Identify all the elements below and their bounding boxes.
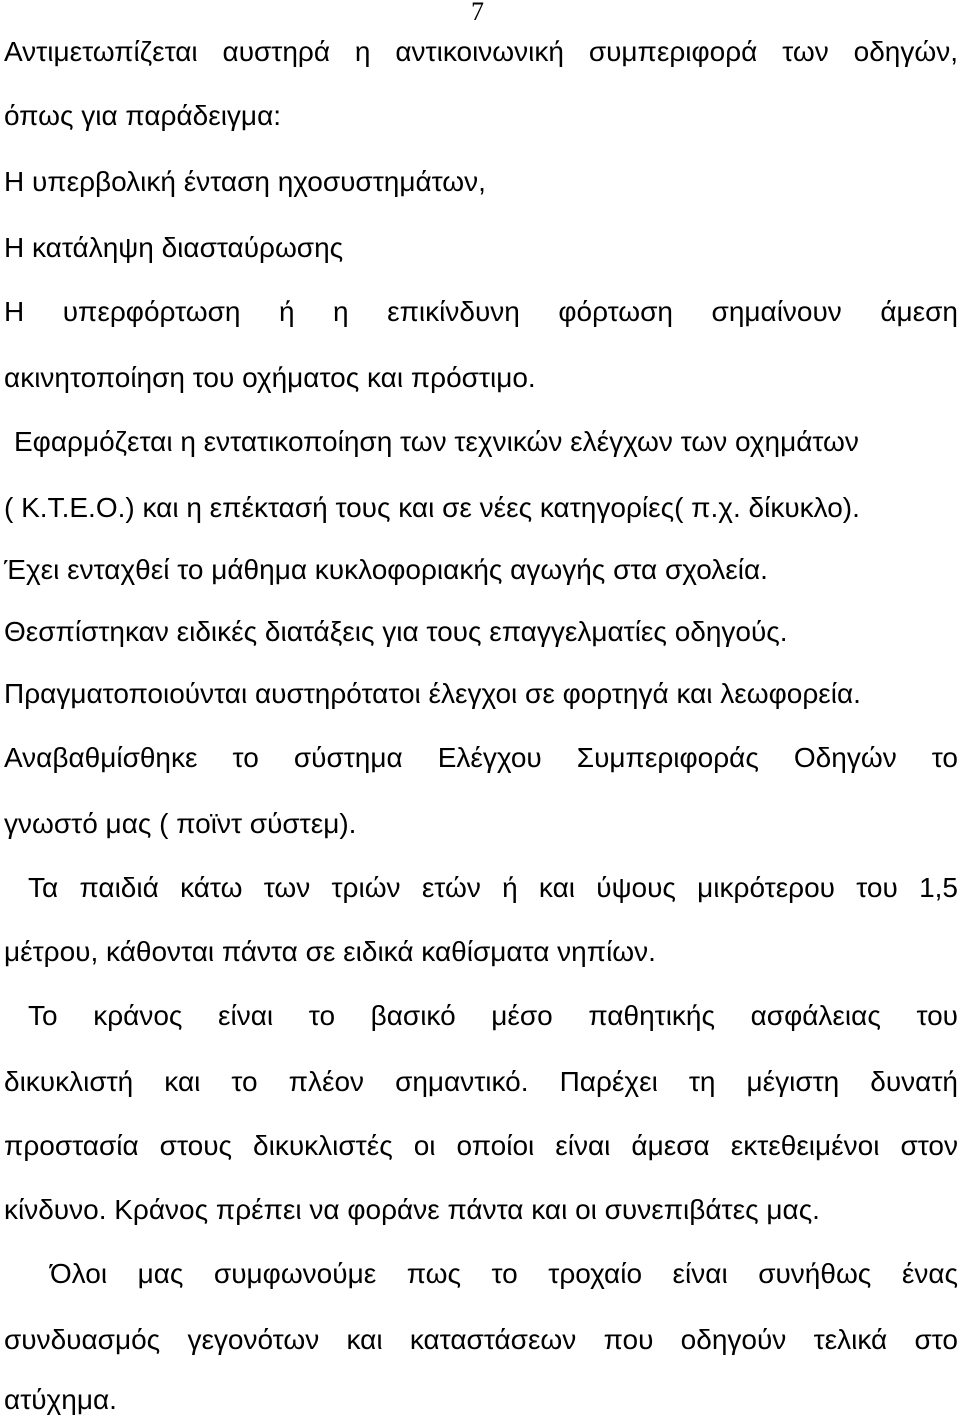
text-line: προστασία στους δικυκλιστές οι οποίοι είναι άμεσα εκτεθειμένοι στον — [4, 1130, 958, 1161]
text-line: όπως για παράδειγμα: — [4, 100, 282, 131]
text-line: ατύχημα. — [4, 1384, 117, 1415]
text-line: Το κράνος είναι το βασικό μέσο παθητικής ασφάλειας του — [28, 1000, 958, 1031]
text-line: Η υπερφόρτωση ή η επικίνδυνη φόρτωση σημαίνουν άμεση — [4, 296, 958, 327]
text-line: Η κατάληψη διασταύρωσης — [4, 232, 344, 263]
text-line: Πραγματοποιούνται αυστηρότατοι έλεγχοι σε φορτηγά και λεωφορεία. — [4, 678, 861, 709]
text-line: συνδυασμός γεγονότων και καταστάσεων που οδηγούν τελικά στο — [4, 1324, 958, 1355]
text-line: Θεσπίστηκαν ειδικές διατάξεις για τους επαγγελματίες οδηγούς. — [4, 616, 788, 647]
text-line: Η υπερβολική ένταση ηχοσυστημάτων, — [4, 166, 486, 197]
text-line: Έχει ενταχθεί το μάθημα κυκλοφοριακής αγωγής στα σχολεία. — [4, 554, 768, 585]
text-line: Εφαρμόζεται η εντατικοποίηση των τεχνικών ελέγχων των οχημάτων — [14, 426, 859, 457]
text-line: Όλοι μας συμφωνούμε πως το τροχαίο είναι συνήθως ένας — [50, 1258, 958, 1289]
text-line: ακινητοποίηση του οχήματος και πρόστιμο. — [4, 362, 536, 393]
text-line: Τα παιδιά κάτω των τριών ετών ή και ύψους μικρότερου του 1,5 — [28, 872, 958, 903]
text-line: Αντιμετωπίζεται αυστηρά η αντικοινωνική συμπεριφορά των οδηγών, — [4, 36, 958, 67]
page-number: 7 — [471, 0, 484, 26]
text-line: ( Κ.Τ.Ε.Ο.) και η επέκτασή τους και σε νέες κατηγορίες( π.χ. δίκυκλο). — [4, 492, 860, 523]
text-line: δικυκλιστή και το πλέον σημαντικό. Παρέχει τη μέγιστη δυνατή — [4, 1066, 958, 1097]
text-line: μέτρου, κάθονται πάντα σε ειδικά καθίσματα νηπίων. — [4, 936, 656, 967]
text-line: γνωστό μας ( ποϊντ σύστεμ). — [4, 808, 357, 839]
text-line: Αναβαθμίσθηκε το σύστημα Ελέγχου Συμπεριφοράς Οδηγών το — [4, 742, 958, 773]
text-line: κίνδυνο. Κράνος πρέπει να φοράνε πάντα και οι συνεπιβάτες μας. — [4, 1194, 820, 1225]
